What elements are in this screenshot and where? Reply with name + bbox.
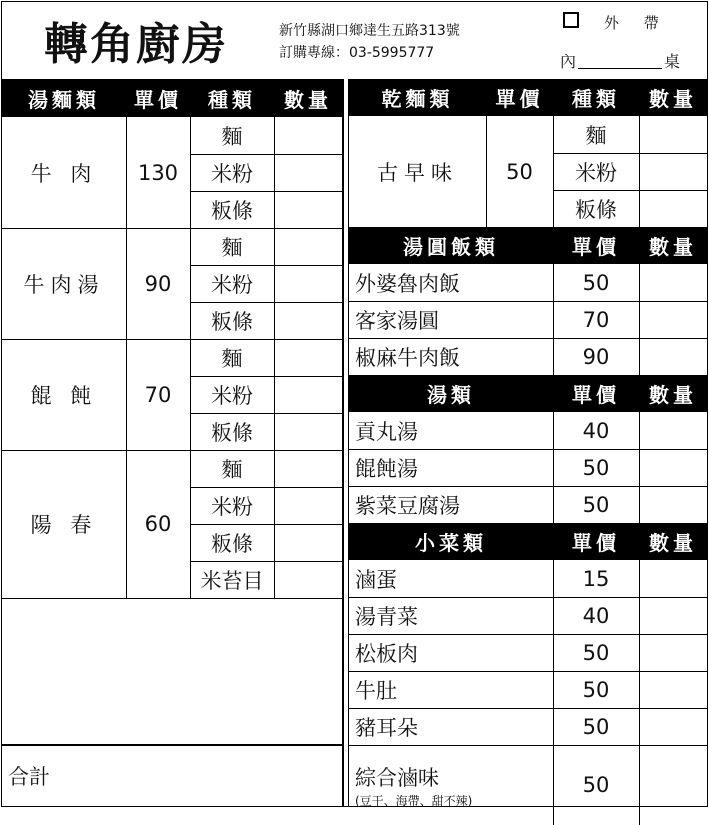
soup_rice-item-name: 椒麻牛肉飯 xyxy=(355,345,460,370)
side-item xyxy=(349,708,553,745)
col-line xyxy=(190,450,191,598)
col-line xyxy=(639,486,640,523)
soup_rice-item-price: 90 xyxy=(582,344,610,369)
noodle-type: 米粉 xyxy=(211,272,253,297)
col-line xyxy=(553,671,554,708)
quantity-cell[interactable] xyxy=(274,413,342,450)
col-line xyxy=(274,339,275,450)
row-line xyxy=(190,561,342,562)
soup-item xyxy=(349,486,553,523)
col-line xyxy=(486,116,487,227)
col-line xyxy=(190,117,191,228)
side-item-name: 綜合滷味 xyxy=(355,765,439,790)
shop-address: 新竹縣湖口鄉達生五路313號 xyxy=(279,23,460,39)
quantity-cell[interactable] xyxy=(639,116,707,153)
col-line xyxy=(274,450,275,598)
left-header-category: 湯麵類 xyxy=(2,79,126,117)
quantity-cell[interactable] xyxy=(639,671,707,708)
col-line xyxy=(190,228,191,339)
takeout-label: 外 帶 xyxy=(604,14,669,32)
row-line xyxy=(190,487,342,488)
soup_rice-header-name: 湯圓飯類 xyxy=(349,227,553,264)
col-line xyxy=(553,560,554,597)
soup_rice-item xyxy=(349,301,553,338)
table-number-field[interactable] xyxy=(578,68,662,69)
col-line xyxy=(553,264,554,301)
side-item xyxy=(349,560,553,597)
side-item-price: 50 xyxy=(582,640,610,665)
table-label: 桌 xyxy=(664,52,681,71)
menu-item-price: 90 xyxy=(144,271,172,296)
quantity-cell[interactable] xyxy=(639,301,707,338)
side-item-name: 牛肚 xyxy=(355,678,397,703)
quantity-cell[interactable] xyxy=(274,154,342,191)
quantity-cell[interactable] xyxy=(274,376,342,413)
side-item-name: 湯青菜 xyxy=(355,604,418,629)
noodle-type: 米粉 xyxy=(211,161,253,186)
quantity-cell[interactable] xyxy=(274,561,342,598)
col-line xyxy=(639,338,640,375)
noodle-type: 粄條 xyxy=(211,309,253,334)
dry-header-c4: 數量 xyxy=(639,79,707,116)
soup_rice-item xyxy=(349,264,553,301)
dry-header-c1: 乾麵類 xyxy=(349,79,486,116)
soup-item xyxy=(349,449,553,486)
total-label: 合計 xyxy=(8,765,50,789)
row-line xyxy=(349,708,707,709)
shop-name: 轉角廚房 xyxy=(44,19,228,70)
quantity-cell[interactable] xyxy=(639,560,707,597)
dry-item-price: 50 xyxy=(506,159,533,184)
soup-item-price: 50 xyxy=(582,492,610,517)
col-line xyxy=(639,449,640,486)
side-item-price: 40 xyxy=(582,603,610,628)
soup-item xyxy=(349,412,553,449)
col-line xyxy=(274,117,275,228)
menu-item-price: 130 xyxy=(137,160,179,185)
soup-item-price: 50 xyxy=(582,455,610,480)
takeout-checkbox[interactable] xyxy=(563,12,579,28)
menu-item-price: 60 xyxy=(144,512,172,536)
row-line xyxy=(349,634,707,635)
col-line xyxy=(639,560,640,597)
row-line xyxy=(349,597,707,598)
soup_rice-header-price: 單價 xyxy=(553,227,639,264)
soup-header-price: 單價 xyxy=(553,375,639,412)
soup_rice-item-price: 70 xyxy=(582,307,610,332)
dry-noodle-type: 麵 xyxy=(585,123,607,148)
col-line xyxy=(553,449,554,486)
dry-item-name: 古早味 xyxy=(377,160,458,185)
quantity-cell[interactable] xyxy=(639,190,707,227)
row-line xyxy=(190,524,342,525)
soup-item-name: 紫菜豆腐湯 xyxy=(355,493,460,518)
col-line xyxy=(639,634,640,671)
side-header-price: 單價 xyxy=(553,523,639,560)
col-line xyxy=(639,671,640,708)
row-line xyxy=(553,153,707,154)
left-header-type: 種類 xyxy=(190,79,274,117)
soup_rice-item-price: 50 xyxy=(582,270,610,295)
menu-item-price: 70 xyxy=(144,382,172,407)
quantity-cell[interactable] xyxy=(274,117,342,154)
col-line xyxy=(639,301,640,338)
col-line xyxy=(553,486,554,523)
row-line xyxy=(190,265,342,266)
left-header-qty: 數量 xyxy=(274,79,342,117)
col-line xyxy=(639,708,640,745)
quantity-cell[interactable] xyxy=(274,450,342,487)
soup-item-name: 餛飩湯 xyxy=(355,456,418,481)
noodle-type: 米苔目 xyxy=(200,568,264,593)
col-line xyxy=(274,228,275,339)
col-line xyxy=(639,597,640,634)
col-line xyxy=(126,339,127,450)
row-line xyxy=(190,413,342,414)
dry-header-c2: 單價 xyxy=(486,79,553,116)
col-line xyxy=(553,708,554,745)
col-line xyxy=(639,116,640,227)
row-line xyxy=(349,301,707,302)
dine-in-label: 內 xyxy=(560,52,577,71)
quantity-cell[interactable] xyxy=(639,153,707,190)
side-item-price: 50 xyxy=(582,714,610,739)
left-header-price: 單價 xyxy=(126,79,190,117)
col-line xyxy=(553,338,554,375)
quantity-cell[interactable] xyxy=(639,338,707,375)
soup-header-qty: 數量 xyxy=(639,375,707,412)
side-header-name: 小菜類 xyxy=(349,523,553,560)
soup_rice-item-name: 客家湯圓 xyxy=(355,308,439,333)
col-line xyxy=(553,634,554,671)
col-line xyxy=(126,228,127,339)
col-line xyxy=(553,745,554,825)
menu-item-name: 餛 飩 xyxy=(30,383,98,408)
quantity-cell[interactable] xyxy=(274,487,342,524)
side-item-price: 50 xyxy=(582,677,610,702)
quantity-cell[interactable] xyxy=(274,524,342,561)
row-line xyxy=(190,376,342,377)
quantity-cell[interactable] xyxy=(274,302,342,339)
row-line xyxy=(190,302,342,303)
col-line xyxy=(126,450,127,598)
col-line xyxy=(126,117,127,228)
noodle-type: 粄條 xyxy=(211,198,253,223)
side-item-note: (豆干、海帶、甜不辣) xyxy=(355,793,473,808)
quantity-cell[interactable] xyxy=(639,745,707,825)
col-line xyxy=(190,339,191,450)
dry-noodle-type: 米粉 xyxy=(575,160,617,185)
menu-item-name: 陽 春 xyxy=(30,513,98,537)
col-line xyxy=(553,301,554,338)
noodle-type: 米粉 xyxy=(211,494,253,519)
row-line xyxy=(553,190,707,191)
menu-item-name: 牛肉湯 xyxy=(23,272,105,297)
quantity-cell[interactable] xyxy=(639,486,707,523)
side-item xyxy=(349,745,553,825)
col-line xyxy=(639,412,640,449)
side-item-name: 豬耳朵 xyxy=(355,715,418,740)
soup-header-name: 湯類 xyxy=(349,375,553,412)
side-header-qty: 數量 xyxy=(639,523,707,560)
noodle-type: 麵 xyxy=(221,124,243,149)
order-phone: 訂購專線：03-5995777 xyxy=(279,45,435,61)
quantity-cell[interactable] xyxy=(274,228,342,265)
noodle-type: 粄條 xyxy=(211,531,253,556)
quantity-cell[interactable] xyxy=(274,339,342,376)
soup-item-price: 40 xyxy=(582,418,610,443)
col-line xyxy=(553,597,554,634)
quantity-cell[interactable] xyxy=(639,449,707,486)
noodle-type: 麵 xyxy=(221,457,243,482)
quantity-cell[interactable] xyxy=(639,597,707,634)
row-line xyxy=(190,154,342,155)
noodle-type: 麵 xyxy=(221,235,243,260)
left-section-bottom xyxy=(2,598,342,599)
dry-noodle-type: 粄條 xyxy=(575,197,617,222)
col-line xyxy=(553,412,554,449)
side-item xyxy=(349,597,553,634)
noodle-type: 粄條 xyxy=(211,420,253,445)
col-line xyxy=(553,116,554,227)
quantity-cell[interactable] xyxy=(639,708,707,745)
quantity-cell[interactable] xyxy=(274,191,342,228)
side-item-name: 松板肉 xyxy=(355,641,418,666)
row-line xyxy=(349,486,707,487)
quantity-cell[interactable] xyxy=(274,265,342,302)
quantity-cell[interactable] xyxy=(639,264,707,301)
soup_rice-header-qty: 數量 xyxy=(639,227,707,264)
row-line xyxy=(190,191,342,192)
soup-item-name: 貢丸湯 xyxy=(355,419,418,444)
dry-header-c3: 種類 xyxy=(553,79,639,116)
column-divider xyxy=(342,79,344,807)
side-item xyxy=(349,671,553,708)
soup_rice-item-name: 外婆魯肉飯 xyxy=(355,271,460,296)
side-item-name: 滷蛋 xyxy=(355,567,397,592)
side-item-price: 50 xyxy=(582,773,610,797)
soup_rice-item xyxy=(349,338,553,375)
row-line xyxy=(349,671,707,672)
row-line xyxy=(349,338,707,339)
col-line xyxy=(639,745,640,825)
side-item xyxy=(349,634,553,671)
row-line xyxy=(349,449,707,450)
row-line xyxy=(349,745,707,746)
noodle-type: 麵 xyxy=(221,346,243,371)
side-item-price: 15 xyxy=(582,566,610,591)
quantity-cell[interactable] xyxy=(639,634,707,671)
menu-item-name: 牛 肉 xyxy=(30,161,98,186)
noodle-type: 米粉 xyxy=(211,383,253,408)
col-line xyxy=(639,264,640,301)
quantity-cell[interactable] xyxy=(639,412,707,449)
